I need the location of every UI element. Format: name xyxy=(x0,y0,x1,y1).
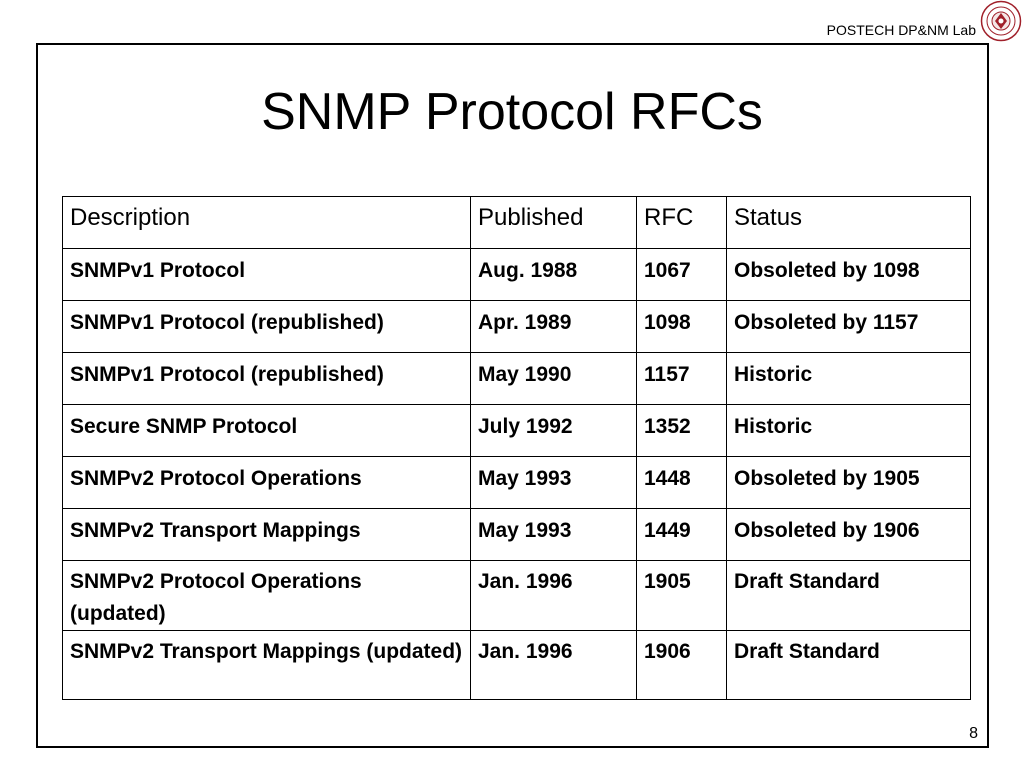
status-cell: Draft Standard xyxy=(727,561,971,631)
published-cell: July 1992 xyxy=(471,405,637,457)
rfc-cell: 1067 xyxy=(637,249,727,301)
rfc-cell: 1906 xyxy=(637,631,727,700)
published-cell: May 1993 xyxy=(471,509,637,561)
status-cell: Obsoleted by 1157 xyxy=(727,301,971,353)
published-cell: Jan. 1996 xyxy=(471,631,637,700)
status-cell: Draft Standard xyxy=(727,631,971,700)
university-seal-icon xyxy=(980,0,1022,42)
rfc-table xyxy=(62,196,971,700)
description-cell: Secure SNMP Protocol xyxy=(63,405,471,457)
column-header: RFC xyxy=(637,197,727,249)
table-row xyxy=(63,631,971,700)
column-header: Published xyxy=(471,197,637,249)
description-cell: SNMPv2 Transport Mappings (updated) xyxy=(63,631,471,700)
table-row xyxy=(63,249,971,301)
status-cell: Historic xyxy=(727,405,971,457)
rfc-cell: 1448 xyxy=(637,457,727,509)
table-row xyxy=(63,509,971,561)
rfc-cell: 1157 xyxy=(637,353,727,405)
status-cell: Obsoleted by 1906 xyxy=(727,509,971,561)
description-cell: SNMPv2 Protocol Operations (updated) xyxy=(63,561,471,631)
description-cell: SNMPv1 Protocol xyxy=(63,249,471,301)
rfc-cell: 1352 xyxy=(637,405,727,457)
description-cell: SNMPv1 Protocol (republished) xyxy=(63,353,471,405)
published-cell: May 1993 xyxy=(471,457,637,509)
slide-title: SNMP Protocol RFCs xyxy=(261,83,763,141)
table-row xyxy=(63,353,971,405)
lab-name: POSTECH DP&NM Lab xyxy=(826,22,976,38)
status-cell: Historic xyxy=(727,353,971,405)
table-row xyxy=(63,561,971,631)
table-row xyxy=(63,457,971,509)
rfc-cell: 1449 xyxy=(637,509,727,561)
published-cell: May 1990 xyxy=(471,353,637,405)
description-cell: SNMPv1 Protocol (republished) xyxy=(63,301,471,353)
published-cell: Aug. 1988 xyxy=(471,249,637,301)
column-header: Description xyxy=(63,197,471,249)
description-cell: SNMPv2 Transport Mappings xyxy=(63,509,471,561)
table-row xyxy=(63,301,971,353)
rfc-cell: 1905 xyxy=(637,561,727,631)
published-cell: Jan. 1996 xyxy=(471,561,637,631)
table-header-row xyxy=(63,197,971,249)
status-cell: Obsoleted by 1098 xyxy=(727,249,971,301)
table-row xyxy=(63,405,971,457)
column-header: Status xyxy=(727,197,971,249)
rfc-cell: 1098 xyxy=(637,301,727,353)
description-cell: SNMPv2 Protocol Operations xyxy=(63,457,471,509)
status-cell: Obsoleted by 1905 xyxy=(727,457,971,509)
published-cell: Apr. 1989 xyxy=(471,301,637,353)
page-number: 8 xyxy=(969,725,978,742)
